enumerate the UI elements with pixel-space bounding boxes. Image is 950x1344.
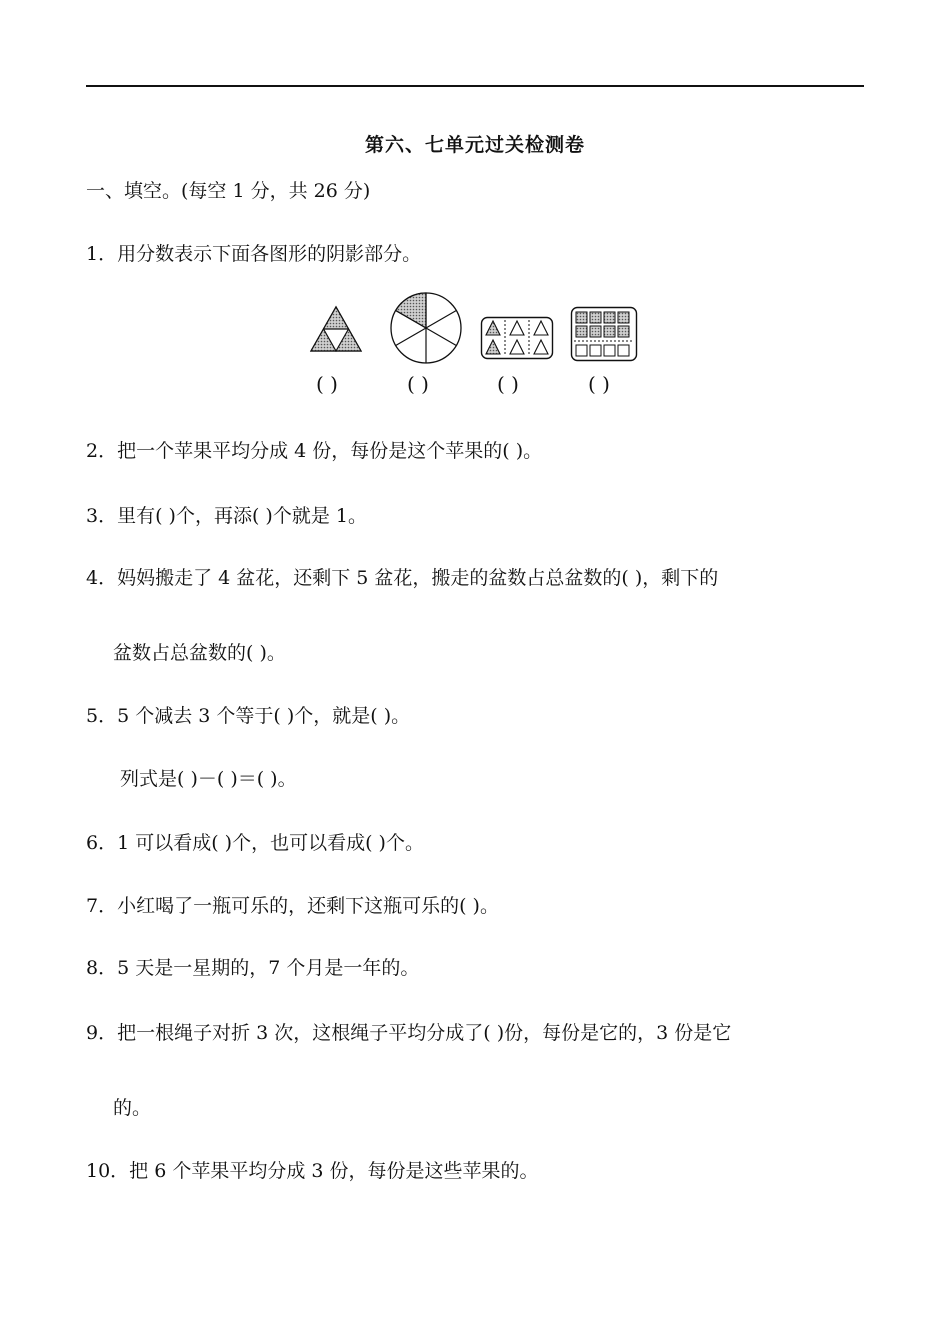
triangle-box-figure <box>480 316 554 360</box>
question-7: 7．小红喝了一瓶可乐的，还剩下这瓶可乐的( )。 <box>86 895 499 917</box>
question-8: 8．5 天是一星期的，7 个月是一年的。 <box>86 957 420 979</box>
top-rule <box>86 85 864 87</box>
question-10: 10．把 6 个苹果平均分成 3 份，每份是这些苹果的。 <box>86 1160 539 1182</box>
page-title: 第六、七单元过关检测卷 <box>364 134 585 156</box>
answer-paren-3[interactable]: ( ) <box>497 372 519 396</box>
circle-figure <box>388 290 464 366</box>
question-4-line-1: 4．妈妈搬走了 4 盆花，还剩下 5 盆花，搬走的盆数占总盆数的( )，剩下的 <box>86 567 719 589</box>
square-grid-figure <box>570 306 638 362</box>
triangle-figure <box>308 304 364 354</box>
question-5-line-1: 5．5 个减去 3 个等于( )个，就是( )。 <box>86 705 411 727</box>
question-3: 3．里有( )个，再添( )个就是 1。 <box>86 505 367 527</box>
question-6: 6．1 可以看成( )个，也可以看成( )个。 <box>86 832 424 854</box>
question-4-line-2: 盆数占总盆数的( )。 <box>113 642 286 664</box>
answer-paren-1[interactable]: ( ) <box>316 372 338 396</box>
section-heading: 一、填空。(每空 1 分，共 26 分) <box>86 180 371 202</box>
question-1: 1．用分数表示下面各图形的阴影部分。 <box>86 243 422 265</box>
answer-paren-4[interactable]: ( ) <box>588 372 610 396</box>
question-9-line-2: 的。 <box>113 1097 152 1119</box>
question-9-line-1: 9．把一根绳子对折 3 次，这根绳子平均分成了( )份，每份是它的，3 份是它 <box>86 1022 732 1044</box>
question-2: 2．把一个苹果平均分成 4 份，每份是这个苹果的( )。 <box>86 440 543 462</box>
question-5-line-2: 列式是( )－( )＝( )。 <box>120 768 297 790</box>
answer-paren-2[interactable]: ( ) <box>407 372 429 396</box>
